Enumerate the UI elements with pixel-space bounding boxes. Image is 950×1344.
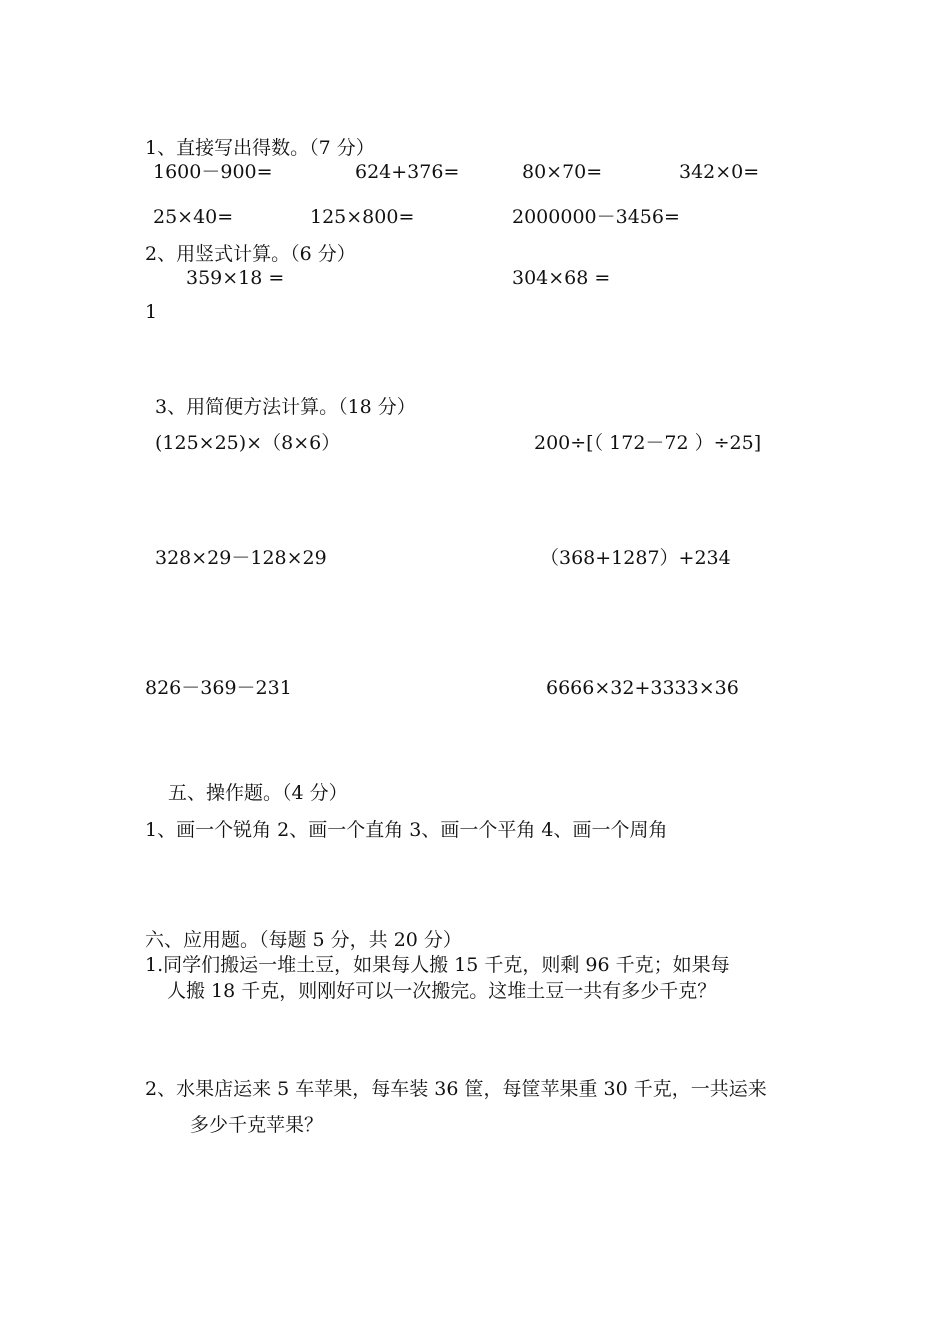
section5-heading: 五、操作题。（4 分）	[168, 782, 348, 804]
simplify-3: 328×29－128×29	[155, 547, 327, 569]
operation-tasks: 1、画一个锐角 2、画一个直角 3、画一个平角 4、画一个周角	[145, 819, 668, 841]
section1-heading: 1、直接写出得数。（7 分）	[145, 137, 375, 159]
word-problem-1-line2: 人搬 18 千克，则刚好可以一次搬完。这堆土豆一共有多少千克？	[167, 980, 717, 1002]
word-problem-2-line1: 2、水果店运来 5 车苹果，每车装 36 筐，每筐苹果重 30 千克，一共运来	[145, 1078, 767, 1100]
vertical-calc-2: 304×68 =	[512, 267, 611, 289]
problem-1-5: 25×40=	[153, 206, 234, 228]
section3-heading: 3、用简便方法计算。（18 分）	[155, 396, 416, 418]
problem-1-3: 80×70=	[522, 161, 603, 183]
problem-1-2: 624+376=	[355, 161, 460, 183]
problem-1-1: 1600－900=	[153, 161, 273, 183]
problem-1-4: 342×0=	[679, 161, 760, 183]
problem-1-7: 2000000－3456=	[512, 206, 680, 228]
section2-heading: 2、用竖式计算。（6 分）	[145, 243, 356, 265]
word-problem-2-line2: 多少千克苹果？	[190, 1114, 324, 1136]
vertical-calc-1: 359×18 =	[186, 267, 285, 289]
simplify-5: 826－369－231	[145, 677, 292, 699]
simplify-6: 6666×32+3333×36	[546, 677, 739, 699]
section6-heading: 六、应用题。（每题 5 分，共 20 分）	[145, 929, 462, 951]
problem-1-6: 125×800=	[310, 206, 415, 228]
simplify-4: （368+1287）+234	[540, 547, 731, 569]
stray-mark: 1	[145, 301, 158, 323]
word-problem-1-line1: 1.同学们搬运一堆土豆，如果每人搬 15 千克，则剩 96 千克；如果每	[145, 954, 730, 976]
simplify-2: 200÷[（ 172－72 ）÷25]	[534, 432, 762, 454]
simplify-1: (125×25)×（8×6）	[155, 432, 341, 454]
